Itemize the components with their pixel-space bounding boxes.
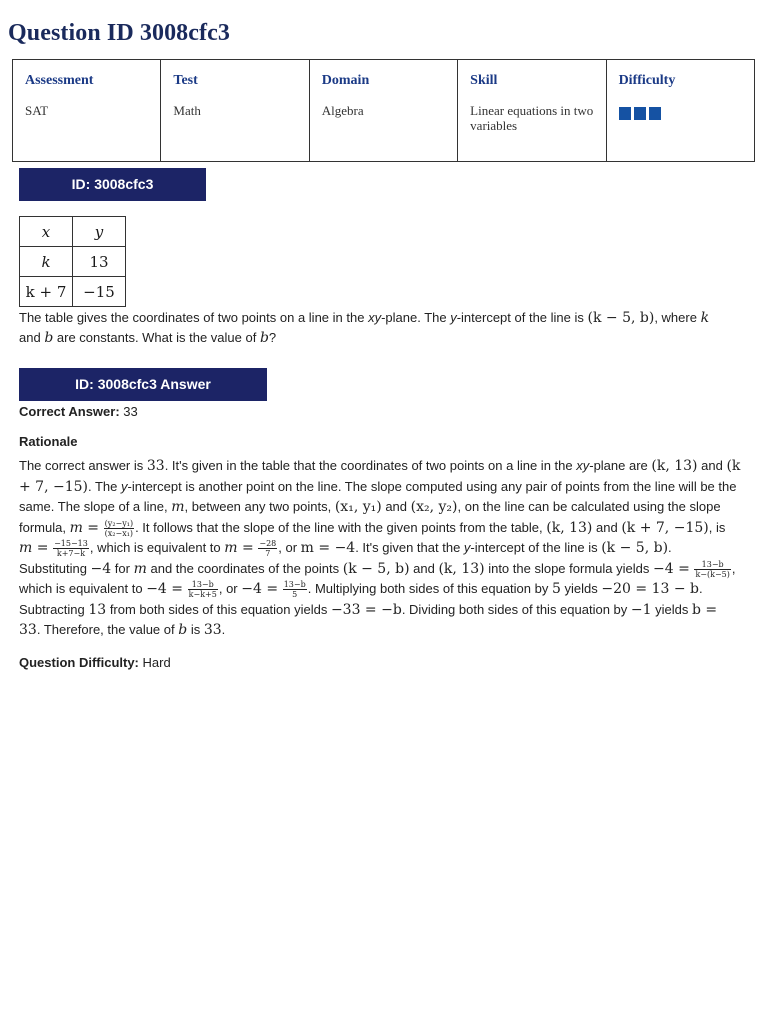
answer-id-banner: ID: 3008cfc3 Answer xyxy=(19,368,267,401)
meta-value-domain: Algebra xyxy=(321,103,364,118)
question-id-banner: ID: 3008cfc3 xyxy=(19,168,206,201)
meta-cell-domain xyxy=(309,60,457,162)
meta-value-skill: Linear equations in two variables xyxy=(470,103,594,133)
xy-header-y: y xyxy=(73,217,126,247)
meta-value-test: Math xyxy=(173,103,201,118)
meta-cell-difficulty xyxy=(606,60,754,162)
question-text: The table gives the coordinates of two points on a line in the xy-plane. The y-intercept of the line is (k − 5, b), where k and b are constants. What is the value of b? xyxy=(19,310,710,346)
question-metadata-table xyxy=(12,59,755,162)
fraction: $\frac{-28}{7}$ xyxy=(259,539,277,559)
meta-cell-test xyxy=(161,60,309,162)
meta-value-assessment: SAT xyxy=(25,103,49,118)
correct-answer-line: Correct Answer: 33 xyxy=(19,404,138,419)
meta-header-skill: Skill xyxy=(470,73,498,88)
xy-header-x: x xyxy=(20,217,73,247)
difficulty-bar-icon xyxy=(649,107,661,120)
fraction: $\frac{\text{(y₂−y₁)}}{\text{(x₂−x₁)}}$ xyxy=(104,518,134,538)
question-difficulty-line: Question Difficulty: Hard xyxy=(19,655,171,670)
fraction: $\frac{-15-13}{k+7-k}$ xyxy=(54,539,88,559)
meta-cell-assessment xyxy=(13,60,161,162)
meta-cell-skill xyxy=(458,60,606,162)
fraction: $\frac{13-b}{k-(k-5)}$ xyxy=(695,559,730,579)
page-title: Question ID 3008cfc3 xyxy=(8,20,230,46)
xy-cell: 13 xyxy=(73,247,126,277)
difficulty-indicator xyxy=(619,103,742,120)
difficulty-bar-icon xyxy=(634,107,646,120)
meta-header-test: Test xyxy=(173,73,198,88)
rationale-heading: Rationale xyxy=(19,434,78,449)
meta-header-assessment: Assessment xyxy=(25,73,94,88)
xy-table xyxy=(19,216,126,307)
fraction: $\frac{13-b}{5}$ xyxy=(283,580,306,600)
difficulty-bar-icon xyxy=(619,107,631,120)
meta-header-domain: Domain xyxy=(321,73,370,88)
xy-cell: k xyxy=(20,247,73,277)
xy-cell: −15 xyxy=(73,277,126,307)
rationale-text: The correct answer is 33. It's given in the table that the coordinates of two points on a line in the xy-plane are (k, 13) and (k + 7, −15). The y-intercept is another point on the line. The slope computed using any pair of points from the line will be the same. The slope of a line, m, between any two points, (x₁, y₁) and (x₂, y₂), on the line can be calculated using the slope formula, m = $\frac{\text{(y₂−y₁)}}{\text{(x₂−x₁)}}$ . It follows that the slope of the line with the given points from the table, (k, 13) and (k + 7, −15), is m = $\frac{-15-13}{k+7-k}$ , which is equivalent to m = $\frac{-28}{7}$ , or m = −4. It's given that the y-intercept of the line is (k − 5, b). Substituting −4 for m and the coordinates of the points (k − 5, b) and (k, 13) into the slope formula yields −4 = $\frac{13-b}{k-(k-5)}$ , which is equivalent to −4 = $\frac{13-b}{k-k+5}$ , or −4 = $\frac{13-b}{5}$ . Multiplying both sides of this equation by 5 yields −20 = 13 − b. Subtracting 13 from both sides of this equation yields −33 = −b. Dividing both sides of this equation by −1 yields b = 33. Therefore, the value of b is 33. xyxy=(19,458,741,638)
xy-cell: k + 7 xyxy=(20,277,73,307)
fraction: $\frac{13-b}{k-k+5}$ xyxy=(188,580,217,600)
meta-header-difficulty: Difficulty xyxy=(618,73,676,88)
